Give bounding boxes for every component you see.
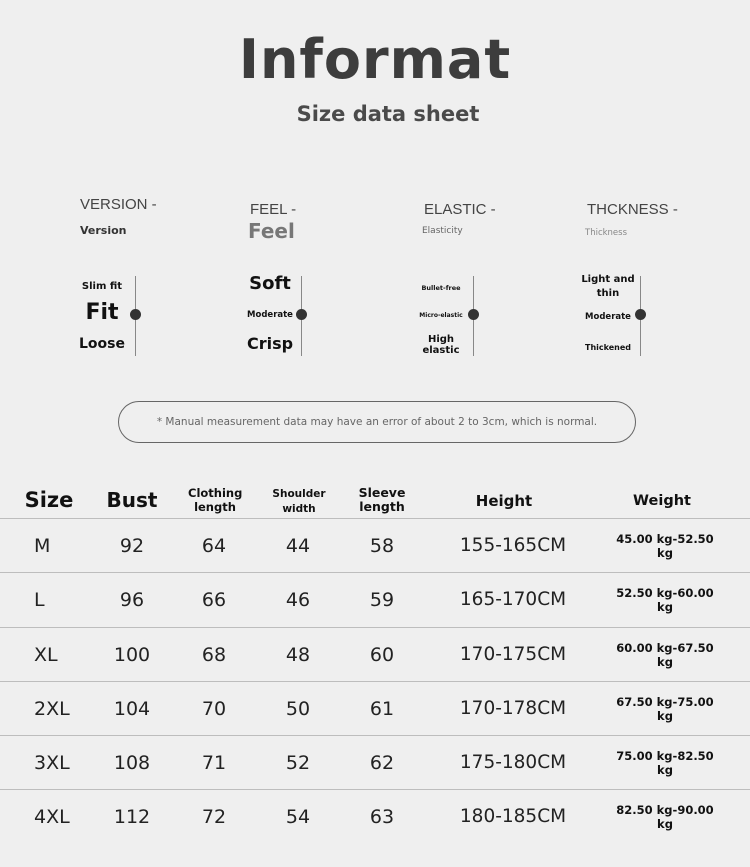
attr-thickness-heading: THCKNESS - [587,201,678,218]
col-length-header: Clothing length [188,486,243,514]
attr-version-heading: VERSION - [80,196,157,213]
row-divider [0,627,750,628]
page-title: Informat [238,28,512,91]
cell-height: 170-178CM [459,698,567,719]
cell-weight: 67.50 kg-75.00 kg [616,695,714,723]
cell-weight: 75.00 kg-82.50 kg [616,749,714,777]
cell-bust: 108 [113,752,151,774]
col-bust-header: Bust [106,488,158,512]
col-height-header: Height [475,492,533,510]
cell-size: 2XL [34,698,70,720]
cell-weight: 45.00 kg-52.50 kg [616,532,714,560]
attr-feel-sub: Feel [248,219,295,243]
attr-feel-heading: FEEL - [250,201,297,218]
elastic-middle-label: Micro-elastic [419,312,463,319]
cell-height: 180-185CM [459,806,567,827]
cell-sleeve: 62 [369,752,395,774]
row-divider [0,572,750,573]
measurement-note: * Manual measurement data may have an error of about 2 to 3cm, which is normal. [118,401,636,443]
elastic-top-label: Bullet-free [421,284,461,292]
page-subtitle: Size data sheet [296,102,480,126]
attr-elastic-sub: Elasticity [422,226,463,236]
cell-height: 175-180CM [459,752,567,773]
version-middle-label: Fit [85,300,119,325]
cell-bust: 96 [119,589,145,611]
cell-sleeve: 58 [369,535,395,557]
cell-shoulder: 46 [285,589,311,611]
cell-sleeve: 63 [369,806,395,828]
cell-length: 64 [201,535,227,557]
cell-length: 71 [201,752,227,774]
version-bottom-label: Loose [79,336,125,352]
cell-length: 68 [201,644,227,666]
cell-size: L [34,589,45,611]
row-divider [0,789,750,790]
cell-bust: 104 [113,698,151,720]
cell-length: 72 [201,806,227,828]
thickness-bottom-label: Thickened [584,343,631,352]
cell-size: XL [34,644,58,666]
thickness-top-label: Light and thin [581,274,635,299]
attr-elastic-heading: ELASTIC - [424,201,496,218]
attr-thickness-sub: Thickness [585,228,628,238]
cell-bust: 92 [119,535,145,557]
attr-version-sub: Version [80,224,127,237]
cell-shoulder: 48 [285,644,311,666]
cell-length: 66 [201,589,227,611]
row-divider [0,735,750,736]
cell-size: M [34,535,51,557]
version-top-label: Slim fit [81,281,123,292]
cell-size: 3XL [34,752,70,774]
cell-height: 155-165CM [459,535,567,556]
cell-height: 165-170CM [459,589,567,610]
col-weight-header: Weight [633,493,691,509]
cell-shoulder: 52 [285,752,311,774]
col-size-header: Size [24,488,74,512]
cell-bust: 112 [113,806,151,828]
cell-shoulder: 54 [285,806,311,828]
cell-sleeve: 61 [369,698,395,720]
col-sleeve-header: Sleeve length [358,485,406,514]
thickness-middle-label: Moderate [585,312,631,322]
cell-shoulder: 44 [285,535,311,557]
cell-size: 4XL [34,806,70,828]
feel-middle-label: Moderate [247,310,293,320]
cell-sleeve: 60 [369,644,395,666]
cell-length: 70 [201,698,227,720]
row-divider [0,518,750,519]
cell-bust: 100 [113,644,151,666]
row-divider [0,681,750,682]
cell-height: 170-175CM [459,644,567,665]
elastic-bottom-label: High elastic [422,334,460,356]
cell-weight: 60.00 kg-67.50 kg [616,641,714,669]
feel-bottom-label: Crisp [246,334,294,353]
feel-top-label: Soft [249,273,291,294]
cell-weight: 82.50 kg-90.00 kg [616,803,714,831]
cell-shoulder: 50 [285,698,311,720]
col-shoulder-header: Shoulder width [272,488,326,515]
cell-sleeve: 59 [369,589,395,611]
cell-weight: 52.50 kg-60.00 kg [616,586,714,614]
